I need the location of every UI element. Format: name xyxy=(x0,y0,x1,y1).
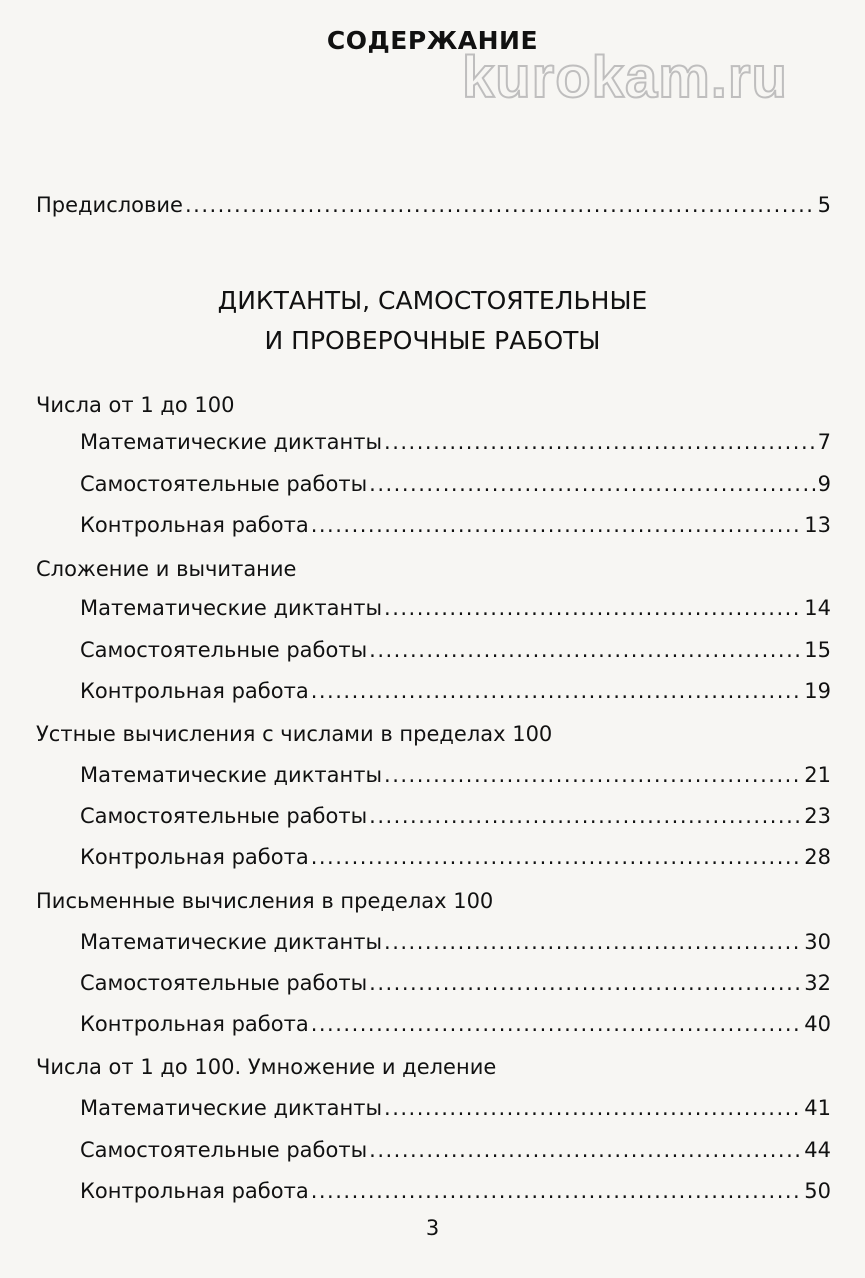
toc-entry-label: Самостоятельные работы xyxy=(80,971,368,995)
dot-leader xyxy=(369,638,802,662)
toc-entry-page: 19 xyxy=(804,679,831,703)
toc-entry-label: Самостоятельные работы xyxy=(80,472,368,496)
dot-leader xyxy=(369,1138,802,1162)
dot-leader xyxy=(384,596,802,620)
toc-entry-page: 15 xyxy=(804,638,831,662)
toc-entry-page: 28 xyxy=(804,845,831,869)
section-title-line-1: ДИКТАНТЫ, САМОСТОЯТЕЛЬНЫЕ xyxy=(217,286,648,315)
toc-entry-page: 7 xyxy=(817,430,831,454)
toc-entry-label: Самостоятельные работы xyxy=(80,1138,368,1162)
toc-entry-page: 32 xyxy=(804,971,831,995)
toc-entry xyxy=(80,763,831,787)
toc-entry xyxy=(80,638,831,662)
toc-entry-label: Контрольная работа xyxy=(80,679,309,703)
toc-entry-preface xyxy=(36,193,831,217)
page-title: СОДЕРЖАНИЕ xyxy=(326,26,539,55)
dot-leader xyxy=(311,679,803,703)
toc-entry-label: Контрольная работа xyxy=(80,1012,309,1036)
toc-entry-page: 21 xyxy=(804,763,831,787)
toc-entry-page: 13 xyxy=(804,513,831,537)
dot-leader xyxy=(384,1096,802,1120)
toc-entry xyxy=(80,930,831,954)
toc-entry-label: Самостоятельные работы xyxy=(80,804,368,828)
toc-entry xyxy=(80,596,831,620)
toc-entry-page: 30 xyxy=(804,930,831,954)
toc-entry-label: Математические диктанты xyxy=(80,1096,383,1120)
toc-entry xyxy=(80,1012,831,1036)
toc-entry-page: 14 xyxy=(804,596,831,620)
toc-entry-label: Математические диктанты xyxy=(80,763,383,787)
toc-entry-page: 5 xyxy=(817,193,831,217)
toc-entry-page: 40 xyxy=(804,1012,831,1036)
chapter-title: Числа от 1 до 100. Умножение и деление xyxy=(36,1055,497,1079)
chapter-title: Числа от 1 до 100 xyxy=(36,393,235,417)
toc-entry xyxy=(80,1138,831,1162)
toc-entry-label: Предисловие xyxy=(36,193,183,217)
dot-leader xyxy=(369,971,802,995)
toc-entry-page: 50 xyxy=(804,1179,831,1203)
page-number: 3 xyxy=(425,1216,440,1240)
chapter-title: Письменные вычисления в пределах 100 xyxy=(36,889,494,913)
toc-entry-label: Контрольная работа xyxy=(80,513,309,537)
dot-leader xyxy=(384,763,802,787)
chapter-title: Устные вычисления с числами в пределах 100 xyxy=(36,722,553,746)
watermark-logo: kurokam.ru xyxy=(462,45,788,110)
toc-entry-page: 9 xyxy=(817,472,831,496)
dot-leader xyxy=(311,845,803,869)
dot-leader xyxy=(369,804,802,828)
toc-entry-label: Математические диктанты xyxy=(80,930,383,954)
dot-leader xyxy=(384,930,802,954)
dot-leader xyxy=(384,430,816,454)
toc-entry-page: 41 xyxy=(804,1096,831,1120)
dot-leader xyxy=(311,1179,803,1203)
toc-entry xyxy=(80,1179,831,1203)
toc-entry-label: Самостоятельные работы xyxy=(80,638,368,662)
toc-entry-label: Математические диктанты xyxy=(80,430,383,454)
toc-entry xyxy=(80,430,831,454)
section-title-line-2: И ПРОВЕРОЧНЫЕ РАБОТЫ xyxy=(264,326,601,355)
dot-leader xyxy=(311,1012,803,1036)
toc-entry-label: Математические диктанты xyxy=(80,596,383,620)
dot-leader xyxy=(311,513,803,537)
toc-entry-label: Контрольная работа xyxy=(80,1179,309,1203)
dot-leader xyxy=(185,193,816,217)
toc-entry-page: 23 xyxy=(804,804,831,828)
dot-leader xyxy=(369,472,815,496)
toc-entry-label: Контрольная работа xyxy=(80,845,309,869)
toc-entry xyxy=(80,845,831,869)
toc-entry xyxy=(80,1096,831,1120)
toc-entry xyxy=(80,804,831,828)
toc-entry-page: 44 xyxy=(804,1138,831,1162)
toc-entry xyxy=(80,971,831,995)
toc-entry xyxy=(80,472,831,496)
toc-entry xyxy=(80,679,831,703)
toc-entry xyxy=(80,513,831,537)
chapter-title: Сложение и вычитание xyxy=(36,557,297,581)
